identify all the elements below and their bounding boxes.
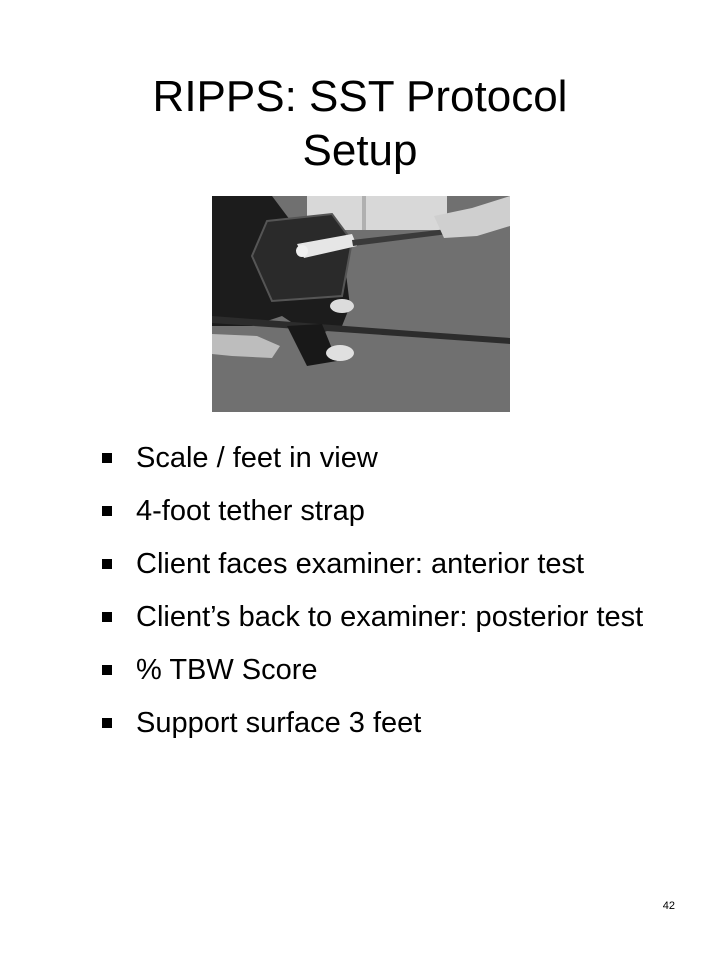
bullet-text: % TBW Score bbox=[136, 654, 318, 686]
setup-photo bbox=[212, 196, 510, 412]
bullet-text: Scale / feet in view bbox=[136, 442, 378, 474]
bullet-item bbox=[102, 600, 682, 634]
bullet-item bbox=[102, 547, 682, 581]
bullet-item bbox=[102, 441, 682, 475]
setup-photo-illustration bbox=[212, 196, 510, 412]
bullet-item bbox=[102, 706, 682, 740]
bullet-list bbox=[102, 441, 682, 759]
square-bullet-icon bbox=[102, 612, 112, 622]
bullet-text: Client’s back to examiner: posterior test bbox=[136, 601, 644, 633]
bullet-text: Support surface 3 feet bbox=[136, 707, 422, 739]
slide-title bbox=[0, 70, 720, 178]
bullet-text: Client faces examiner: anterior test bbox=[136, 548, 585, 580]
slide-title-line-2: Setup bbox=[302, 126, 418, 175]
square-bullet-icon bbox=[102, 665, 112, 675]
square-bullet-icon bbox=[102, 559, 112, 569]
page-number: 42 bbox=[662, 900, 675, 912]
bullet-item bbox=[102, 494, 682, 528]
square-bullet-icon bbox=[102, 718, 112, 728]
square-bullet-icon bbox=[102, 506, 112, 516]
slide-title-line-1: RIPPS: SST Protocol bbox=[152, 72, 568, 121]
bullet-item bbox=[102, 653, 682, 687]
bullet-text: 4-foot tether strap bbox=[136, 495, 365, 527]
square-bullet-icon bbox=[102, 453, 112, 463]
